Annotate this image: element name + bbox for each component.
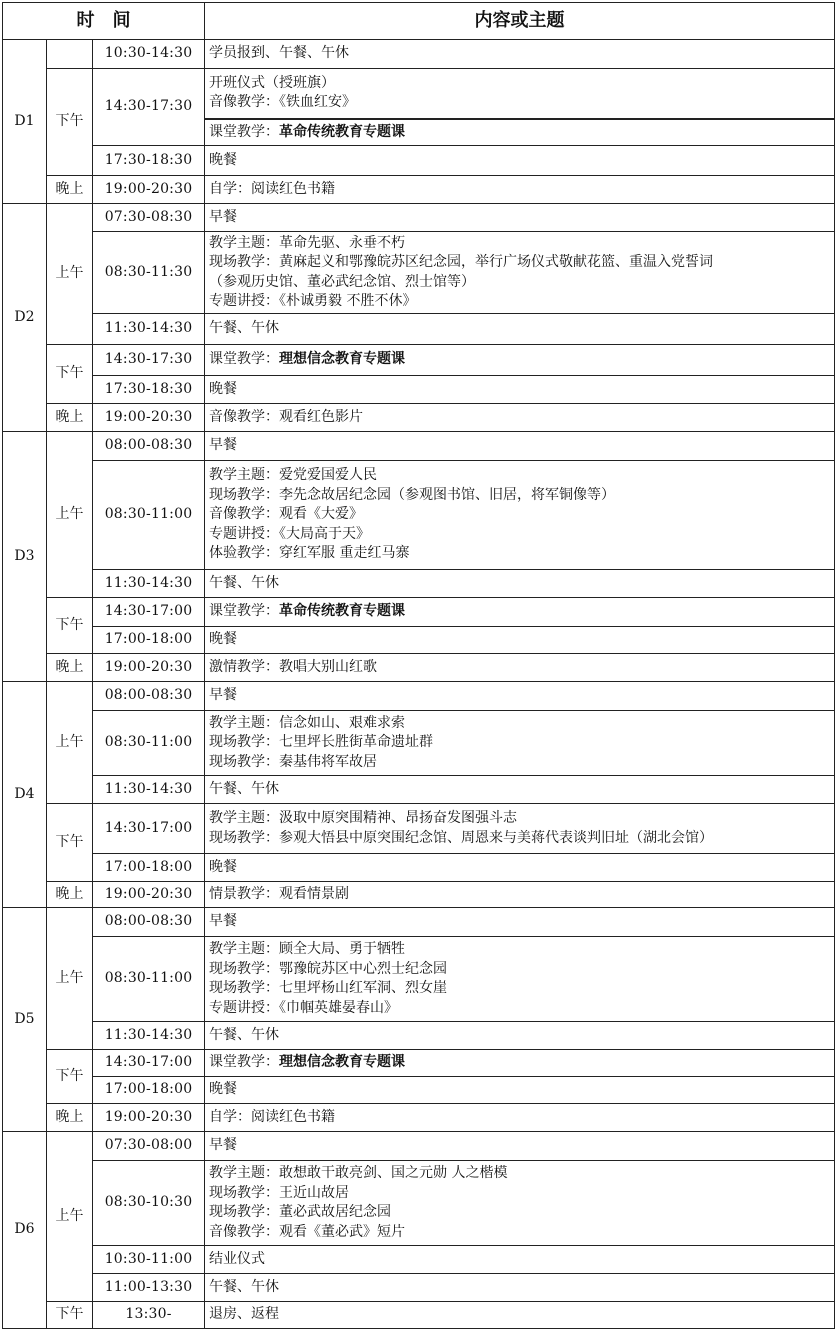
content-line — [209, 234, 834, 254]
content-text: 早餐 — [209, 437, 238, 454]
header-content: 内容或主题 — [205, 3, 835, 40]
content-line — [209, 1184, 834, 1204]
slot-content — [205, 570, 835, 598]
content-line — [209, 912, 834, 932]
content-line — [209, 1250, 834, 1270]
day-label: D3 — [3, 432, 47, 682]
content-line — [209, 380, 834, 400]
content-text: 早餐 — [209, 1137, 238, 1154]
slot-content — [205, 908, 835, 937]
slot-content — [205, 776, 835, 804]
period-label: 晚上 — [47, 1104, 93, 1132]
content-line — [209, 350, 834, 370]
content-line — [209, 885, 834, 905]
topic-highlight: 理想信念教育专题课 — [279, 1054, 406, 1071]
content-text: 晚餐 — [209, 858, 238, 875]
content-text: 激情教学：教唱大别山红歌 — [209, 658, 378, 675]
time-slot: 07:30-08:30 — [93, 204, 205, 232]
schedule-body — [3, 40, 835, 1329]
content-text: 课堂教学： — [209, 603, 280, 620]
content-text: 早餐 — [209, 913, 238, 930]
content-line — [209, 319, 834, 339]
topic-highlight: 革命传统教育专题课 — [279, 123, 406, 140]
content-text: 晚餐 — [209, 1081, 238, 1098]
content-text: 晚餐 — [209, 631, 238, 648]
period-label: 上午 — [47, 432, 93, 598]
time-slot: 08:30-11:00 — [93, 937, 205, 1022]
content-text: 结业仪式 — [209, 1250, 266, 1267]
time-slot: 11:30-14:30 — [93, 570, 205, 598]
time-slot: 14:30-17:00 — [93, 1050, 205, 1077]
content-text: 专题讲授：《巾帼英雄晏春山》 — [209, 999, 399, 1016]
content-line — [209, 544, 834, 564]
schedule-row — [3, 711, 835, 776]
slot-content — [205, 1050, 835, 1077]
content-line — [209, 809, 834, 829]
schedule-row — [3, 804, 835, 854]
slot-content — [205, 40, 835, 69]
content-line — [209, 1164, 834, 1184]
time-slot: 08:30-11:30 — [93, 232, 205, 314]
slot-content — [205, 654, 835, 682]
content-line — [209, 574, 834, 594]
content-line — [209, 1108, 834, 1128]
content-text: 晚餐 — [209, 151, 238, 168]
content-line — [209, 829, 834, 849]
time-slot: 14:30-17:30 — [93, 69, 205, 146]
slot-content — [205, 119, 835, 146]
time-slot: 17:00-18:00 — [93, 1077, 205, 1104]
period-label: 下午 — [47, 1050, 93, 1104]
content-line — [209, 151, 834, 171]
content-text: 现场教学：王近山故居 — [209, 1184, 350, 1201]
content-line — [209, 1136, 834, 1156]
schedule-row — [3, 69, 835, 119]
content-line — [209, 858, 834, 878]
schedule-row — [3, 146, 835, 176]
schedule-row — [3, 1302, 835, 1329]
schedule-row — [3, 776, 835, 804]
content-text: 现场教学：李先念故居纪念园（参观图书馆、旧居，将军铜像等） — [209, 486, 616, 503]
content-text: 早餐 — [209, 687, 238, 704]
period-label: 下午 — [47, 69, 93, 176]
slot-content — [205, 937, 835, 1022]
time-slot: 17:30-18:30 — [93, 146, 205, 176]
slot-content — [205, 69, 835, 119]
time-slot: 14:30-17:00 — [93, 804, 205, 854]
slot-content — [205, 404, 835, 432]
schedule-row — [3, 682, 835, 711]
content-line — [209, 93, 834, 113]
content-text: 退房、返程 — [209, 1306, 280, 1323]
time-slot: 08:00-08:30 — [93, 908, 205, 937]
period-label: 下午 — [47, 598, 93, 654]
time-slot: 19:00-20:30 — [93, 1104, 205, 1132]
schedule-row — [3, 1104, 835, 1132]
schedule-row — [3, 570, 835, 598]
schedule-row — [3, 1246, 835, 1274]
content-text: 现场教学：秦基伟将军故居 — [209, 753, 378, 770]
schedule-row — [3, 40, 835, 69]
period-label: 上午 — [47, 908, 93, 1050]
time-slot: 07:30-08:00 — [93, 1132, 205, 1161]
schedule-row — [3, 854, 835, 882]
content-line — [209, 658, 834, 678]
schedule-row — [3, 176, 835, 204]
schedule-row — [3, 404, 835, 432]
time-slot: 13:30- — [93, 1302, 205, 1329]
period-label: 晚上 — [47, 176, 93, 204]
content-text: 教学主题：信念如山、艰难求索 — [209, 714, 406, 731]
day-label: D6 — [3, 1132, 47, 1329]
time-slot: 14:30-17:30 — [93, 345, 205, 376]
content-line — [209, 1026, 834, 1046]
content-line — [209, 44, 834, 64]
slot-content — [205, 804, 835, 854]
period-label — [47, 40, 93, 69]
period-label: 晚上 — [47, 882, 93, 908]
content-line — [209, 123, 834, 143]
content-text: 自学：阅读红色书籍 — [209, 180, 336, 197]
schedule-row — [3, 882, 835, 908]
content-line — [209, 1203, 834, 1223]
content-text: 音像教学：观看《大爱》 — [209, 506, 364, 523]
slot-content — [205, 854, 835, 882]
time-slot: 08:30-11:00 — [93, 461, 205, 570]
content-line — [209, 180, 834, 200]
content-line — [209, 525, 834, 545]
time-slot: 19:00-20:30 — [93, 176, 205, 204]
content-text: 情景教学：观看情景剧 — [209, 885, 350, 902]
content-text: 午餐、午休 — [209, 780, 280, 797]
day-label: D4 — [3, 682, 47, 908]
header-row — [3, 3, 835, 40]
content-text: 教学主题：革命先驱、永垂不朽 — [209, 234, 406, 251]
time-slot: 19:00-20:30 — [93, 882, 205, 908]
day-label: D2 — [3, 204, 47, 432]
content-text: 自学：阅读红色书籍 — [209, 1108, 336, 1125]
content-line — [209, 1305, 834, 1325]
content-line — [209, 505, 834, 525]
content-text: 教学主题：敢想敢干敢亮剑、国之元勋 人之楷模 — [209, 1165, 508, 1181]
day-label: D5 — [3, 908, 47, 1132]
content-line — [209, 273, 834, 293]
content-text: 午餐、午休 — [209, 1026, 280, 1043]
schedule-row — [3, 432, 835, 461]
content-text: 课堂教学： — [209, 351, 280, 368]
slot-content — [205, 176, 835, 204]
content-line — [209, 753, 834, 773]
period-label: 下午 — [47, 804, 93, 882]
time-slot: 11:00-13:30 — [93, 1274, 205, 1302]
schedule-row — [3, 232, 835, 314]
slot-content — [205, 682, 835, 711]
slot-content — [205, 1302, 835, 1329]
content-text: 学员报到、午餐、午休 — [209, 45, 350, 62]
content-line — [209, 999, 834, 1019]
header-time: 时 间 — [3, 3, 205, 40]
content-line — [209, 940, 834, 960]
time-slot: 17:00-18:00 — [93, 854, 205, 882]
time-slot: 08:30-10:30 — [93, 1161, 205, 1246]
content-text: 专题讲授：《大局高于天》 — [209, 525, 371, 542]
content-text: 教学主题：顾全大局、勇于牺牲 — [209, 941, 406, 957]
schedule-row — [3, 314, 835, 345]
time-slot: 17:30-18:30 — [93, 376, 205, 404]
slot-content — [205, 1274, 835, 1302]
period-label: 上午 — [47, 1132, 93, 1302]
topic-highlight: 理想信念教育专题课 — [279, 351, 406, 368]
content-text: 体验教学：穿红军服 重走红马寨 — [209, 545, 410, 562]
period-label: 上午 — [47, 682, 93, 804]
content-text: 现场教学：鄂豫皖苏区中心烈士纪念园 — [209, 960, 448, 977]
slot-content — [205, 1132, 835, 1161]
schedule-row — [3, 627, 835, 654]
content-text: 午餐、午休 — [209, 320, 280, 337]
slot-content — [205, 882, 835, 908]
day-label: D1 — [3, 40, 47, 204]
slot-content — [205, 146, 835, 176]
schedule-row — [3, 654, 835, 682]
slot-content — [205, 598, 835, 627]
content-text: 晚餐 — [209, 380, 238, 397]
content-text: 音像教学：观看红色影片 — [209, 408, 364, 425]
schedule-row — [3, 1161, 835, 1246]
slot-content — [205, 627, 835, 654]
time-slot: 10:30-14:30 — [93, 40, 205, 69]
content-line — [209, 486, 834, 506]
schedule-row — [3, 908, 835, 937]
time-slot: 10:30-11:00 — [93, 1246, 205, 1274]
schedule-row — [3, 1132, 835, 1161]
content-text: 课堂教学： — [209, 1054, 280, 1071]
content-text: 音像教学：观看《董必武》短片 — [209, 1223, 406, 1240]
content-text: 开班仪式（授班旗） — [209, 74, 336, 91]
content-line — [209, 208, 834, 228]
content-text: 午餐、午休 — [209, 574, 280, 591]
content-line — [209, 466, 834, 486]
slot-content — [205, 711, 835, 776]
schedule-row — [3, 937, 835, 1022]
schedule-row — [3, 345, 835, 376]
content-line — [209, 74, 834, 94]
content-line — [209, 292, 834, 312]
content-text: 现场教学：七里坪杨山红军洞、烈女崖 — [209, 980, 448, 996]
time-slot: 19:00-20:30 — [93, 404, 205, 432]
content-line — [209, 1053, 834, 1073]
schedule-row — [3, 376, 835, 404]
content-line — [209, 733, 834, 753]
schedule-row — [3, 461, 835, 570]
slot-content — [205, 376, 835, 404]
content-line — [209, 979, 834, 999]
slot-content — [205, 461, 835, 570]
period-label: 晚上 — [47, 404, 93, 432]
content-line — [209, 630, 834, 650]
content-text: 音像教学：《铁血红安》 — [209, 94, 357, 111]
time-slot: 17:00-18:00 — [93, 627, 205, 654]
time-slot: 19:00-20:30 — [93, 654, 205, 682]
slot-content — [205, 432, 835, 461]
slot-content — [205, 1246, 835, 1274]
time-slot: 11:30-14:30 — [93, 776, 205, 804]
slot-content — [205, 1022, 835, 1050]
content-text: （参观历史馆、董必武纪念馆、烈士馆等） — [209, 273, 476, 290]
content-line — [209, 960, 834, 980]
content-text: 现场教学：七里坪长胜街革命遗址群 — [209, 734, 434, 751]
time-slot: 08:00-08:30 — [93, 682, 205, 711]
content-line — [209, 436, 834, 456]
slot-content — [205, 232, 835, 314]
content-line — [209, 253, 834, 273]
time-slot: 08:00-08:30 — [93, 432, 205, 461]
period-label: 晚上 — [47, 654, 93, 682]
content-text: 专题讲授：《朴诚勇毅 不胜不休》 — [209, 293, 417, 309]
content-text: 课堂教学： — [209, 123, 280, 140]
slot-content — [205, 1104, 835, 1132]
content-text: 现场教学：董必武故居纪念园 — [209, 1204, 392, 1220]
period-label: 下午 — [47, 345, 93, 404]
content-text: 现场教学：黄麻起义和鄂豫皖苏区纪念园，举行广场仪式敬献花篮、重温入党誓词 — [209, 254, 714, 270]
content-line — [209, 408, 834, 428]
topic-highlight: 革命传统教育专题课 — [279, 603, 406, 620]
time-slot: 11:30-14:30 — [93, 314, 205, 345]
content-line — [209, 602, 834, 622]
content-text: 早餐 — [209, 208, 238, 225]
period-label: 上午 — [47, 204, 93, 345]
slot-content — [205, 1077, 835, 1104]
schedule-row — [3, 598, 835, 627]
slot-content — [205, 204, 835, 232]
schedule-row — [3, 1077, 835, 1104]
schedule-row — [3, 1274, 835, 1302]
schedule-row — [3, 1050, 835, 1077]
time-slot: 08:30-11:00 — [93, 711, 205, 776]
content-line — [209, 1080, 834, 1100]
content-text: 午餐、午休 — [209, 1278, 280, 1295]
content-line — [209, 1278, 834, 1298]
schedule-row — [3, 1022, 835, 1050]
schedule-row — [3, 204, 835, 232]
content-line — [209, 714, 834, 734]
slot-content — [205, 1161, 835, 1246]
slot-content — [205, 345, 835, 376]
time-slot: 14:30-17:00 — [93, 598, 205, 627]
content-text: 现场教学：参观大悟县中原突围纪念馆、周恩来与美蒋代表谈判旧址（湖北会馆） — [209, 829, 714, 846]
time-slot: 11:30-14:30 — [93, 1022, 205, 1050]
period-label: 下午 — [47, 1302, 93, 1329]
content-line — [209, 686, 834, 706]
schedule-table — [2, 2, 835, 1329]
content-text: 教学主题：汲取中原突围精神、昂扬奋发图强斗志 — [209, 810, 518, 826]
content-text: 教学主题：爱党爱国爱人民 — [209, 467, 378, 484]
content-line — [209, 1223, 834, 1243]
content-line — [209, 780, 834, 800]
slot-content — [205, 314, 835, 345]
